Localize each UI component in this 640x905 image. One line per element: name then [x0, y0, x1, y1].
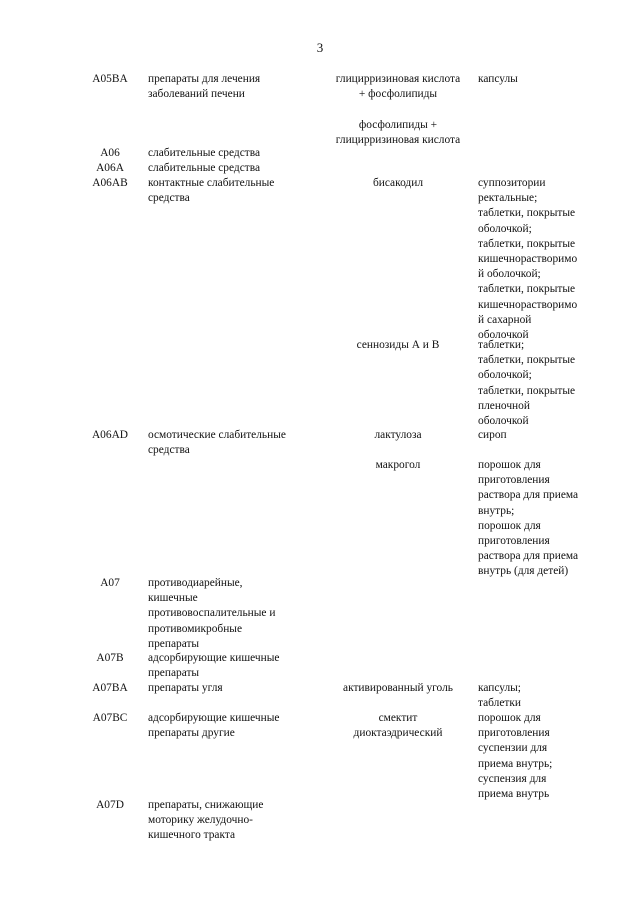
- atc-group-line: противомикробные: [148, 622, 243, 635]
- atc-code: A06: [100, 147, 120, 159]
- dosage-form: [478, 338, 598, 429]
- drug-name: [318, 711, 478, 741]
- dosage-form-line: приема внутрь: [478, 788, 550, 801]
- dosage-form-line: капсулы: [478, 73, 518, 85]
- atc-group: [148, 428, 318, 458]
- dosage-form-line: таблетки;: [478, 339, 525, 351]
- atc-group-line: контактные слабительные: [148, 177, 275, 189]
- atc-group: [148, 161, 318, 176]
- drug-name-line: макрогол: [375, 459, 421, 471]
- dosage-form: [478, 681, 598, 711]
- drug-name-line: глицирризиновая кислота: [335, 134, 461, 147]
- drug-name: [318, 72, 478, 102]
- dosage-form-line: кишечнорастворимо: [478, 298, 578, 311]
- dosage-form-line: внутрь (для детей): [478, 565, 569, 578]
- atc-group-line: адсорбирующие кишечные: [148, 712, 280, 724]
- atc-group-line: осмотические слабительные: [148, 429, 286, 441]
- atc-group-line: средства: [148, 192, 190, 205]
- dosage-form-line: приготовления: [478, 535, 550, 548]
- drug-name-line: глицирризиновая кислота: [335, 73, 461, 85]
- atc-group-line: противовоспалительные и: [148, 607, 276, 620]
- atc-group-line: слабительные средства: [148, 147, 261, 159]
- drug-name-line: сеннозиды А и В: [356, 339, 440, 351]
- drug-name-line: бисакодил: [372, 177, 424, 189]
- dosage-form-line: суппозитории: [478, 177, 546, 189]
- dosage-form-line: сироп: [478, 429, 507, 441]
- dosage-form: [478, 458, 598, 580]
- atc-code: A05BA: [92, 73, 128, 85]
- atc-group: [148, 576, 318, 652]
- drug-name: [318, 338, 478, 353]
- dosage-form-line: капсулы;: [478, 682, 521, 694]
- atc-group: [148, 651, 318, 681]
- dosage-form-line: й сахарной: [478, 313, 532, 326]
- dosage-form-line: приема внутрь;: [478, 757, 553, 770]
- atc-group-line: заболеваний печени: [148, 88, 245, 101]
- dosage-form: [478, 428, 598, 443]
- drug-name-line: смектит: [378, 712, 418, 724]
- dosage-form-line: раствора для приема: [478, 550, 579, 563]
- atc-code: A06AB: [92, 177, 128, 189]
- dosage-form-line: оболочкой;: [478, 369, 532, 382]
- page-number: 3: [316, 40, 324, 55]
- atc-code: A06AD: [91, 429, 129, 441]
- dosage-form-line: приготовления: [478, 727, 550, 740]
- dosage-form-line: порошок для: [478, 519, 541, 532]
- atc-group-line: кишечного тракта: [148, 829, 236, 842]
- atc-group: [148, 681, 318, 696]
- dosage-form-line: ректальные;: [478, 192, 538, 205]
- atc-group-line: препараты: [148, 667, 200, 680]
- atc-group-line: препараты другие: [148, 727, 235, 740]
- dosage-form-line: таблетки, покрытые: [478, 237, 576, 250]
- dosage-form-line: оболочкой: [478, 415, 529, 428]
- dosage-form-line: кишечнорастворимо: [478, 253, 578, 266]
- dosage-form-line: оболочкой;: [478, 222, 532, 235]
- atc-group: [148, 711, 318, 741]
- dosage-form-line: таблетки: [478, 697, 522, 710]
- atc-group-line: препараты: [148, 637, 200, 650]
- atc-group: [148, 146, 318, 161]
- dosage-form-line: раствора для приема: [478, 489, 579, 502]
- dosage-form-line: порошок для: [478, 712, 541, 724]
- dosage-form-line: й оболочкой;: [478, 268, 541, 281]
- atc-code: A07BA: [92, 682, 128, 694]
- atc-code: A07D: [96, 799, 124, 811]
- drug-name-line: активированный уголь: [343, 682, 453, 694]
- drug-name: [318, 176, 478, 191]
- dosage-form-line: таблетки, покрытые: [478, 384, 576, 397]
- dosage-form-line: порошок для: [478, 459, 541, 471]
- dosage-form: [478, 711, 598, 802]
- dosage-form: [478, 72, 598, 87]
- atc-group-line: кишечные: [148, 592, 198, 605]
- drug-name-line: диоктаэдрический: [353, 727, 443, 740]
- atc-group-line: противодиарейные,: [148, 577, 243, 589]
- drug-name: [318, 458, 478, 473]
- dosage-form-line: приготовления: [478, 474, 550, 487]
- atc-code: A07: [100, 577, 120, 589]
- dosage-form-line: суспензии для: [478, 742, 548, 755]
- atc-group-line: слабительные средства: [148, 162, 261, 174]
- atc-group-line: адсорбирующие кишечные: [148, 652, 280, 664]
- dosage-form-line: таблетки, покрытые: [478, 207, 576, 220]
- atc-group: [148, 798, 318, 844]
- atc-group: [148, 176, 318, 206]
- atc-group-line: препараты, снижающие: [148, 799, 264, 811]
- atc-group-line: препараты для лечения: [148, 73, 261, 85]
- dosage-form-line: внутрь;: [478, 504, 515, 517]
- dosage-form: [478, 176, 598, 343]
- drug-name-line: лактулоза: [374, 429, 422, 441]
- drug-name: [318, 428, 478, 443]
- dosage-form-line: суспензия для: [478, 772, 547, 785]
- drug-name: [318, 681, 478, 696]
- dosage-form-line: таблетки, покрытые: [478, 354, 576, 367]
- atc-code: A07B: [96, 652, 124, 664]
- dosage-form-line: пленочной: [478, 399, 530, 412]
- atc-group-line: моторику желудочно-: [148, 814, 253, 827]
- atc-group-line: препараты угля: [148, 682, 223, 694]
- drug-name: [318, 118, 478, 148]
- atc-group-line: средства: [148, 444, 190, 457]
- dosage-form-line: оболочкой: [478, 329, 529, 342]
- drug-name-line: фосфолипиды +: [358, 119, 438, 131]
- atc-group: [148, 72, 318, 102]
- atc-code: A07BC: [92, 712, 128, 724]
- atc-code: A06A: [96, 162, 124, 174]
- dosage-form-line: таблетки, покрытые: [478, 283, 576, 296]
- drug-name-line: + фосфолипиды: [358, 88, 438, 101]
